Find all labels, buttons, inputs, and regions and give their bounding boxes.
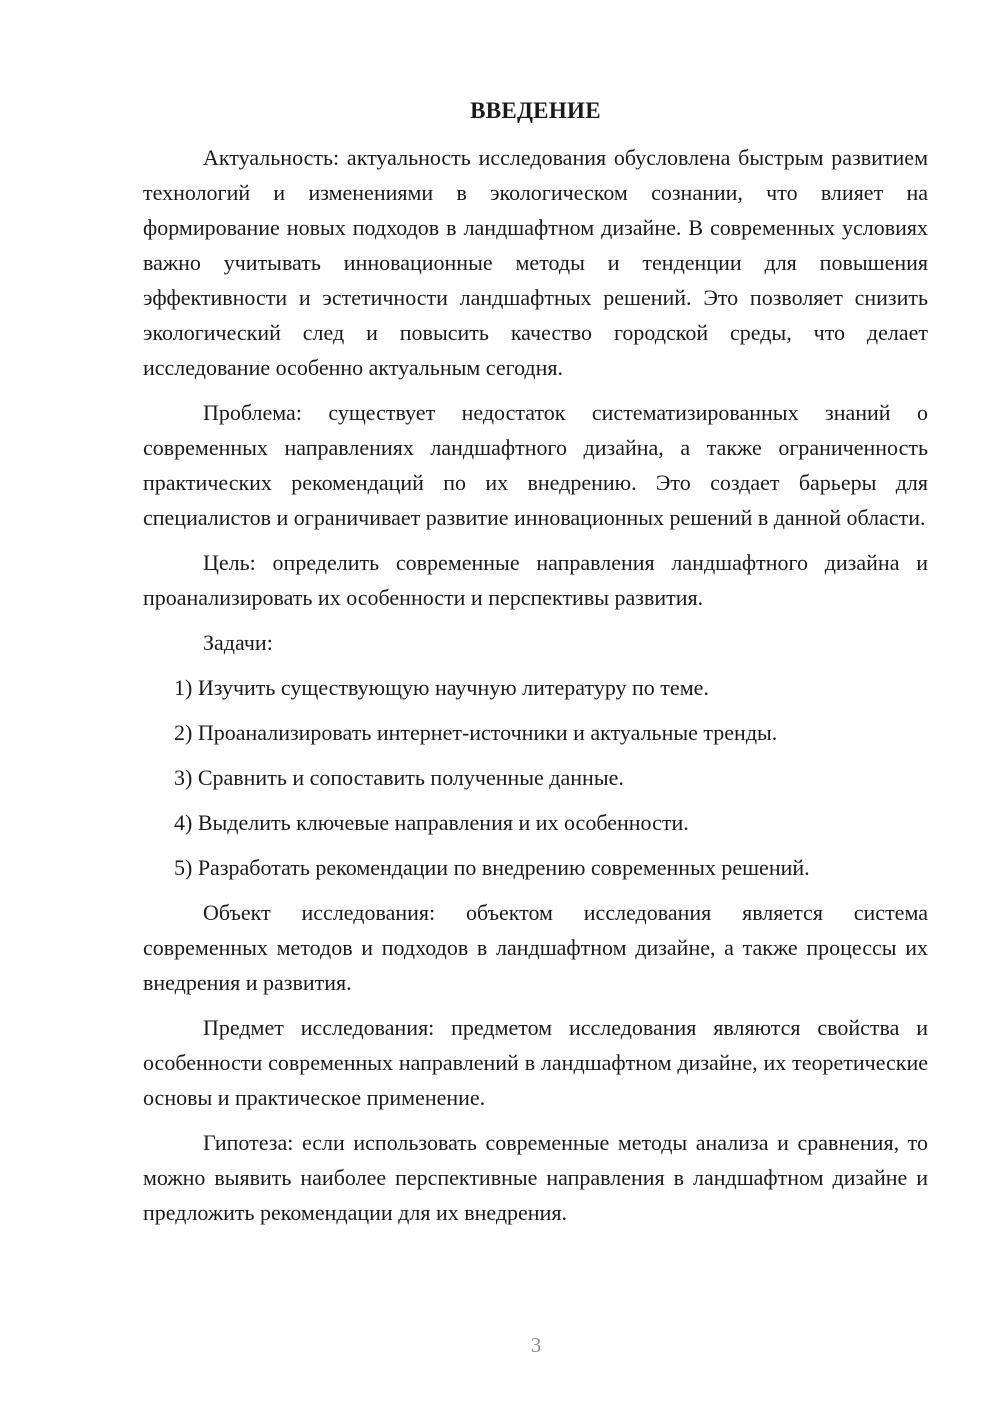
document-page xyxy=(143,94,928,1240)
tasks-label: Задачи: xyxy=(203,630,273,655)
problem-paragraph: Проблема: существует недостаток систематизированных знаний о современных направлениях ландшафтного дизайна, а также ограниченность практических рекомендаций по их внедрению. Это создает барьеры для специалистов и ограничивает развитие инновационных решений в данной области. xyxy=(143,400,928,530)
task-item: 5) Разработать рекомендации по внедрению современных решений. xyxy=(174,855,810,880)
subject-paragraph: Предмет исследования: предметом исследования являются свойства и особенности современных направлений в ландшафтном дизайне, их теоретические основы и практическое применение. xyxy=(143,1015,928,1110)
relevance-paragraph: Актуальность: актуальность исследования обусловлена быстрым развитием технологий и изменениями в экологическом сознании, что влияет на формирование новых подходов в ландшафтном дизайне. В современных условиях важно учитывать инновационные методы и тенденции для повышения эффективности и эстетичности ландшафтных решений. Это позволяет снизить экологический след и повысить качество городской среды, что делает исследование особенно актуальным сегодня. xyxy=(143,145,928,380)
goal-paragraph: Цель: определить современные направления ландшафтного дизайна и проанализировать их особенности и перспективы развития. xyxy=(143,550,928,610)
tasks-list xyxy=(143,670,928,885)
object-paragraph: Объект исследования: объектом исследования является система современных методов и подходов в ландшафтном дизайне, а также процессы их внедрения и развития. xyxy=(143,900,928,995)
page-number: 3 xyxy=(530,1333,542,1357)
task-item: 2) Проанализировать интернет-источники и актуальные тренды. xyxy=(174,720,778,745)
task-item: 1) Изучить существующую научную литературу по теме. xyxy=(174,675,709,700)
hypothesis-paragraph: Гипотеза: если использовать современные методы анализа и сравнения, то можно выявить наиболее перспективные направления в ландшафтном дизайне и предложить рекомендации для их внедрения. xyxy=(143,1130,928,1225)
page-title: ВВЕДЕНИЕ xyxy=(470,98,601,123)
task-item: 3) Сравнить и сопоставить полученные данные. xyxy=(174,765,624,790)
task-item: 4) Выделить ключевые направления и их особенности. xyxy=(174,810,689,835)
